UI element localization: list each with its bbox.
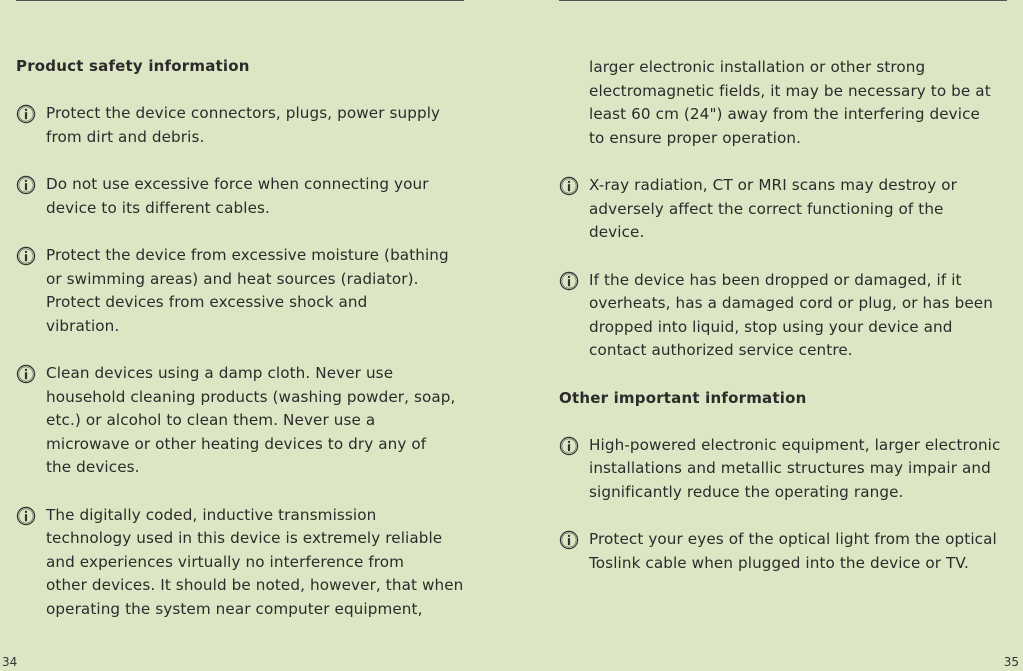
text-line: contact authorized service centre.	[589, 341, 853, 359]
info-circle-icon	[559, 436, 579, 456]
section-heading: Other important information	[559, 388, 807, 407]
text-line: adversely affect the correct functioning of the	[589, 199, 944, 218]
info-circle-icon	[559, 530, 579, 550]
item-text	[589, 528, 1007, 575]
text-line: Clean devices using a damp cloth. Never use	[46, 364, 394, 382]
text-line: The digitally coded, inductive transmission	[46, 505, 377, 524]
left-page	[0, 0, 511, 671]
right-page	[511, 0, 1023, 671]
info-item	[16, 504, 464, 622]
text-line: overheats, has a damaged cord or plug, or has been	[589, 294, 993, 312]
left-item-list	[16, 102, 464, 621]
text-line: larger electronic installation or other strong	[589, 58, 926, 76]
info-circle-icon	[16, 246, 36, 266]
continued-paragraph	[559, 56, 1007, 150]
text-line: the devices.	[46, 458, 140, 476]
text-line: installations and metallic structures may impair and	[589, 459, 991, 477]
top-rule	[16, 0, 464, 1]
text-line: Toslink cable when plugged into the device or TV.	[589, 553, 969, 572]
left-content	[16, 55, 464, 645]
info-item	[559, 434, 1007, 505]
item-text	[46, 102, 456, 149]
page-number: 34	[2, 655, 18, 669]
info-item	[16, 173, 456, 220]
info-circle-icon	[559, 176, 579, 196]
section-heading: Product safety information	[16, 57, 250, 75]
text-line: Protect the device connectors, plugs, power supply	[46, 104, 441, 122]
item-text	[46, 173, 456, 220]
item-text	[46, 362, 456, 480]
text-line: Protect your eyes of the optical light from the optical	[589, 530, 997, 548]
item-text	[46, 244, 456, 338]
top-rule	[559, 0, 1007, 1]
right-item-list-2	[559, 434, 1007, 576]
text-line: electromagnetic fields, it may be necessary to be at	[589, 81, 991, 100]
info-item	[559, 528, 1007, 575]
text-line: device to its different cables.	[46, 198, 270, 217]
info-circle-icon	[559, 271, 579, 291]
info-circle-icon	[16, 506, 36, 526]
text-line: vibration.	[46, 316, 120, 335]
item-text	[589, 434, 1007, 505]
info-item	[559, 269, 1007, 363]
text-line: least 60 cm (24") away from the interfering device	[589, 105, 980, 123]
text-line: to ensure proper operation.	[589, 128, 802, 147]
item-text	[589, 174, 1007, 245]
right-item-list	[559, 174, 1007, 363]
text-line: operating the system near computer equipment,	[46, 599, 423, 618]
item-text	[46, 504, 464, 622]
info-item	[16, 362, 456, 480]
text-line: microwave or other heating devices to dry any of	[46, 434, 427, 453]
text-line: other devices. It should be noted, however, that when	[46, 576, 464, 594]
text-line: High-powered electronic equipment, larger electronic	[589, 435, 1001, 454]
info-circle-icon	[16, 364, 36, 384]
text-line: Protect devices from excessive shock and	[46, 293, 368, 311]
text-line: If the device has been dropped or damaged, if it	[589, 270, 962, 289]
text-line: technology used in this device is extremely reliable	[46, 529, 443, 547]
text-line: Protect the device from excessive moisture (bathing	[46, 246, 449, 264]
text-line: etc.) or alcohol to clean them. Never use a	[46, 411, 376, 429]
text-line: device.	[589, 223, 645, 241]
text-line: dropped into liquid, stop using your device and	[589, 317, 953, 336]
text-line: significantly reduce the operating range.	[589, 482, 904, 501]
text-line: from dirt and debris.	[46, 127, 205, 146]
page-number: 35	[1003, 655, 1019, 669]
info-item	[559, 174, 1007, 245]
text-line: and experiences virtually no interference from	[46, 552, 405, 571]
text-line: or swimming areas) and heat sources (radiator).	[46, 269, 419, 288]
info-item	[16, 244, 456, 338]
info-item	[16, 102, 456, 149]
info-circle-icon	[16, 175, 36, 195]
text-line: X-ray radiation, CT or MRI scans may destroy or	[589, 176, 957, 194]
text-line: household cleaning products (washing powder, soap,	[46, 387, 456, 406]
right-content	[559, 55, 1007, 599]
info-circle-icon	[16, 104, 36, 124]
text-line: Do not use excessive force when connecting your	[46, 175, 429, 193]
item-text	[589, 269, 1007, 363]
